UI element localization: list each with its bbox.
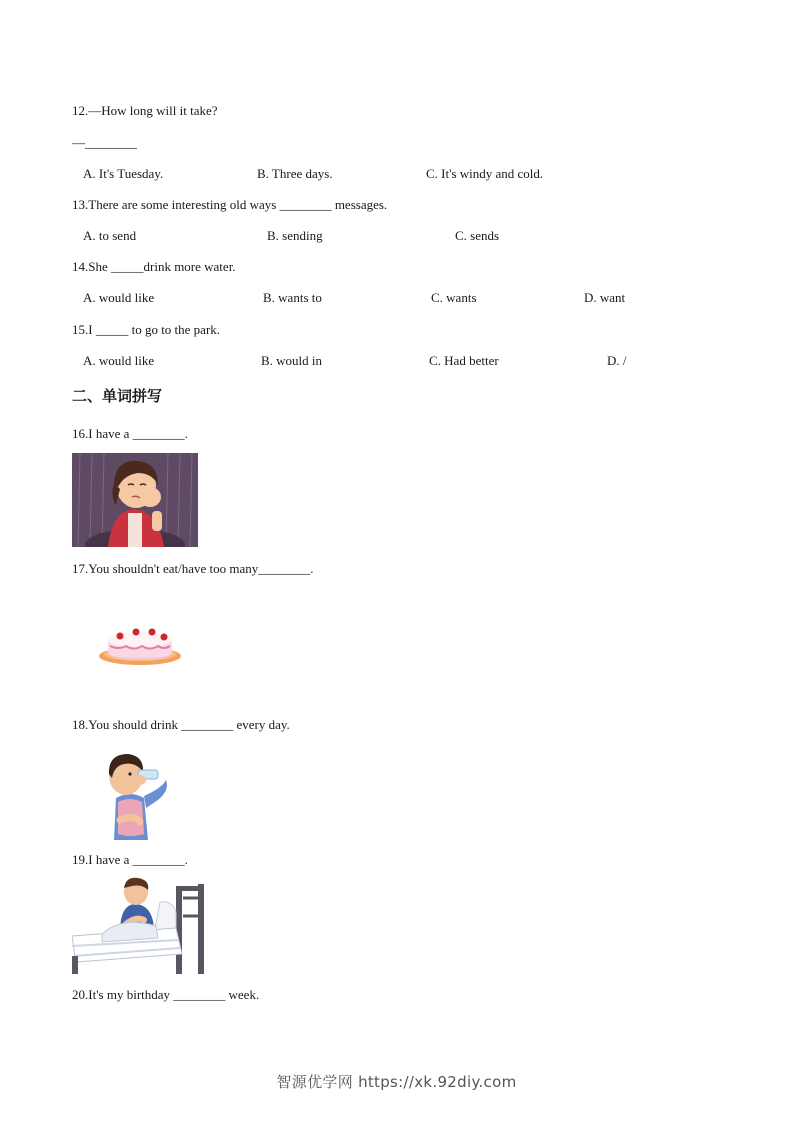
question-17-stem: 17.You shouldn't eat/have too many________. — [72, 561, 314, 576]
boy-drinking-water-illustration — [100, 750, 172, 840]
question-16-stem: 16.I have a ________. — [72, 426, 188, 441]
question-13-option-c: C. sends — [455, 228, 500, 243]
question-12-stem: 12.—How long will it take? — [72, 103, 218, 118]
question-14-option-b: B. wants to — [263, 290, 322, 305]
question-14-option-d: D. want — [584, 290, 626, 305]
question-18-stem: 18.You should drink ________ every day. — [72, 717, 290, 732]
boy-sick-in-bed-illustration — [72, 876, 206, 974]
question-12-option-b: B. Three days. — [257, 166, 333, 181]
question-14-option-c: C. wants — [431, 290, 477, 305]
girl-toothache-illustration — [72, 453, 198, 547]
question-20-stem: 20.It's my birthday ________ week. — [72, 987, 260, 1002]
question-15-option-b: B. would in — [261, 353, 323, 368]
question-15-option-c: C. Had better — [429, 353, 499, 368]
question-15-stem: 15.I _____ to go to the park. — [72, 322, 221, 337]
question-19-stem: 19.I have a ________. — [72, 852, 188, 867]
cake-illustration — [98, 624, 182, 670]
question-13-option-b: B. sending — [267, 228, 323, 243]
question-13-stem: 13.There are some interesting old ways ________ messages. — [72, 197, 388, 212]
question-13-option-a: A. to send — [83, 228, 137, 243]
section-title: 二、单词拼写 — [72, 387, 163, 405]
question-15-option-a: A. would like — [83, 353, 155, 368]
question-15-option-d: D. / — [607, 353, 627, 368]
question-12-option-c: C. It's windy and cold. — [426, 166, 544, 181]
question-14-option-a: A. would like — [83, 290, 155, 305]
footer-watermark: 智源优学网 https://xk.92diy.com — [276, 1073, 517, 1091]
question-12-answer-line: —________ — [72, 135, 137, 150]
question-12-option-a: A. It's Tuesday. — [83, 166, 164, 181]
question-14-stem: 14.She _____drink more water. — [72, 259, 236, 274]
